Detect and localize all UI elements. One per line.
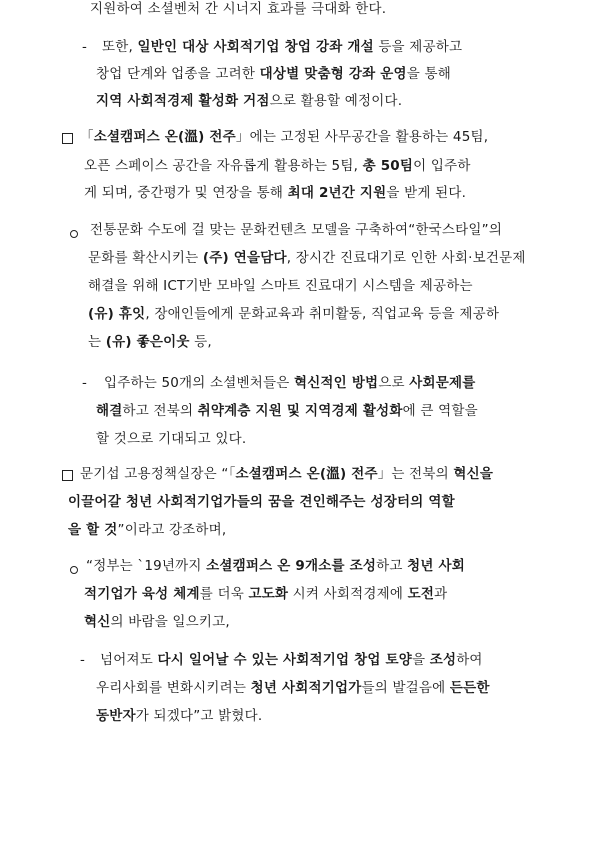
paragraph-line: (유) 휴잇, 장애인들에게 문화교육과 취미활동, 직업교육 등을 제공하	[88, 306, 500, 322]
paragraph-line: 을 할 것”이라고 강조하며,	[68, 522, 227, 538]
paragraph-line: 전통문화 수도에 걸 맞는 문화컨텐츠 모델을 구축하여“한국스타일”의	[90, 222, 503, 238]
paragraph-line: 혁신의 바람을 일으키고,	[84, 614, 230, 630]
paragraph-line: 입주하는 50개의 소셜벤처들은 혁신적인 방법으로 사회문제를	[104, 375, 476, 391]
checkbox-icon	[62, 131, 73, 149]
circle-bullet-icon	[70, 225, 78, 243]
checkbox-icon	[62, 468, 73, 486]
paragraph-line: 창업 단계와 업종을 고려한 대상별 맞춤형 강좌 운영을 통해	[96, 66, 451, 82]
paragraph-line: 넘어져도 다시 일어날 수 있는 사회적기업 창업 토양을 조성하여	[100, 652, 483, 668]
paragraph-line: 문기섭 고용정책실장은 “「소셜캠퍼스 온(溫) 전주」는 전북의 혁신을	[80, 466, 494, 482]
paragraph-line: 「소셜캠퍼스 온(溫) 전주」에는 고정된 사무공간을 활용하는 45팀,	[80, 129, 489, 145]
paragraph-line: 지원하여 소셜벤처 간 시너지 효과를 극대화 한다.	[90, 1, 387, 17]
dash-marker: -	[82, 375, 87, 391]
paragraph-line: 적기업가 육성 체계를 더욱 고도화 시켜 사회적경제에 도전과	[84, 586, 448, 602]
paragraph-line: 문화를 확산시키는 (주) 연을담다, 장시간 진료대기로 인한 사회·보건문제	[88, 250, 526, 266]
paragraph-line: “정부는 `19년까지 소셜캠퍼스 온 9개소를 조성하고 청년 사회	[86, 558, 465, 574]
paragraph-line: 지역 사회적경제 활성화 거점으로 활용할 예정이다.	[96, 93, 403, 109]
paragraph-line: 게 되며, 중간평가 및 연장을 통해 최대 2년간 지원을 받게 된다.	[84, 185, 467, 201]
paragraph-line: 이끌어갈 청년 사회적기업가들의 꿈을 견인해주는 성장터의 역할	[68, 494, 455, 510]
paragraph-line: 해결하고 전북의 취약계층 지원 및 지역경제 활성화에 큰 역할을	[96, 403, 478, 419]
paragraph-line: 우리사회를 변화시키려는 청년 사회적기업가들의 발걸음에 든든한	[96, 680, 490, 696]
paragraph-line: 동반자가 되겠다”고 밝혔다.	[96, 708, 263, 724]
paragraph-line: 오픈 스페이스 공간을 자유롭게 활용하는 5팀, 총 50팀이 입주하	[84, 158, 471, 174]
paragraph-line: 할 것으로 기대되고 있다.	[96, 431, 247, 447]
dash-marker: -	[80, 652, 85, 668]
dash-marker: -	[82, 39, 87, 55]
circle-bullet-icon	[70, 561, 78, 579]
paragraph-line: 는 (유) 좋은이웃 등,	[88, 334, 212, 350]
paragraph-line: 또한, 일반인 대상 사회적기업 창업 강좌 개설 등을 제공하고	[102, 39, 463, 55]
paragraph-line: 해결을 위해 ICT기반 모바일 스마트 진료대기 시스템을 제공하는	[88, 278, 473, 294]
